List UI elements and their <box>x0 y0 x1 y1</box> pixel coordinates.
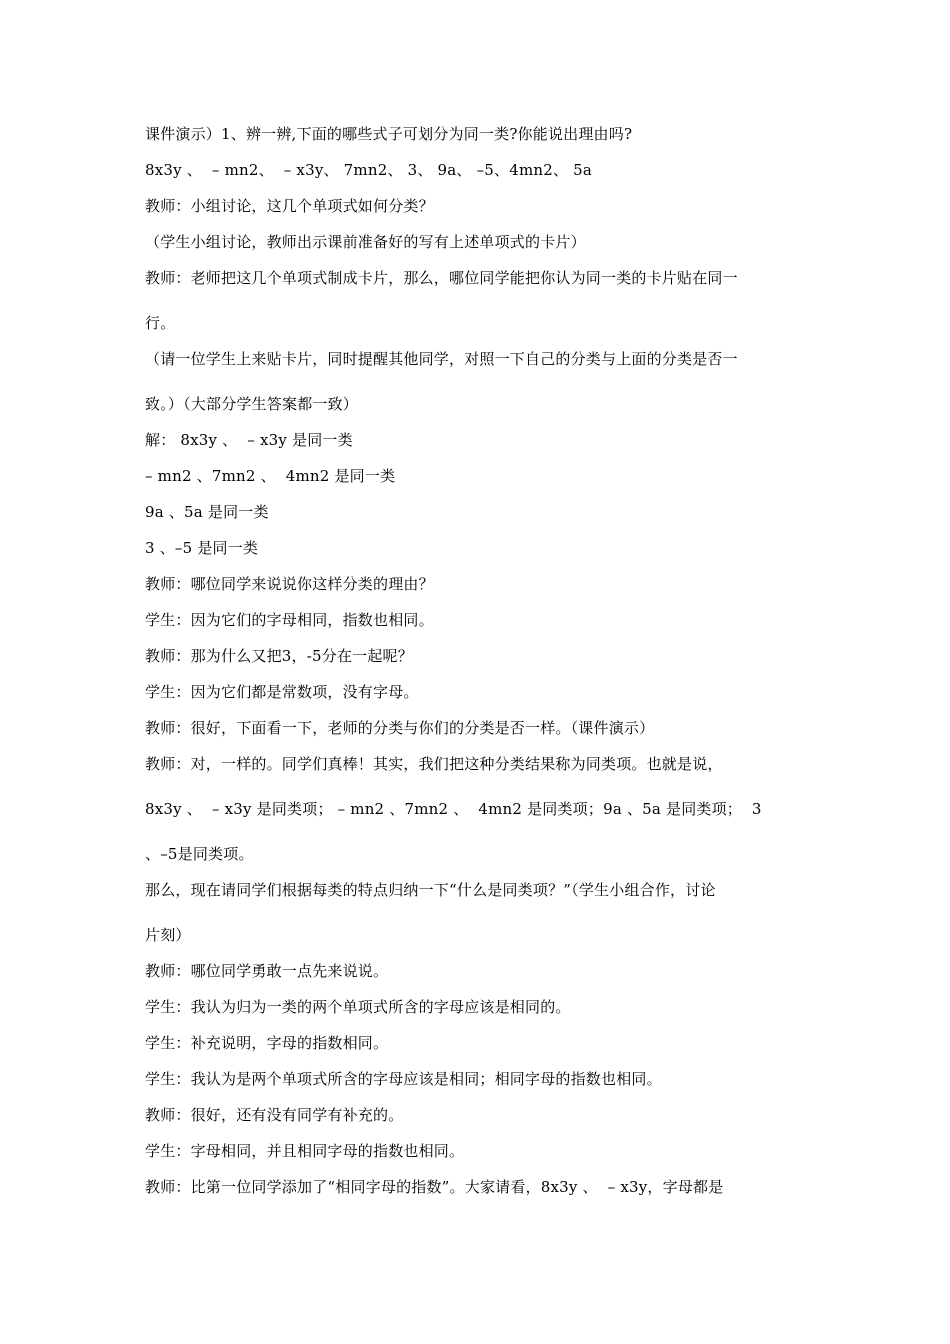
text-line: 片刻） <box>145 926 191 944</box>
text-line: 8x3y 、 – x3y 是同类项； – mn2 、7mn2 、 4mn2 是同类项；9a 、5a 是同类项； 3 <box>145 800 762 818</box>
text-line: 致。）（大部分学生答案都一致） <box>145 395 359 413</box>
text-line: 行。 <box>145 314 176 332</box>
text-line: 学生：我认为是两个单项式所含的字母应该是相同；相同字母的指数也相同。 <box>145 1070 662 1088</box>
text-line: 学生：补充说明，字母的指数相同。 <box>145 1034 389 1052</box>
text-line: – mn2 、7mn2 、 4mn2 是同一类 <box>145 467 396 485</box>
text-line: 学生：我认为归为一类的两个单项式所含的字母应该是相同的。 <box>145 998 571 1016</box>
text-line: 解： 8x3y 、 – x3y 是同一类 <box>145 431 353 449</box>
text-line: 课件演示）1、辨一辨,下面的哪些式子可划分为同一类?你能说出理由吗? <box>145 125 633 143</box>
text-line: 9a 、5a 是同一类 <box>145 503 269 521</box>
text-line: 教师：哪位同学来说说你这样分类的理由？ <box>145 575 434 593</box>
text-line: 教师：对，一样的。同学们真棒！其实，我们把这种分类结果称为同类项。也就是说， <box>145 755 723 773</box>
document-body <box>145 124 825 1213</box>
text-line: 教师：比第一位同学添加了“相同字母的指数”。大家请看，8x3y 、 – x3y，字母都是 <box>145 1178 724 1196</box>
text-line: 教师：那为什么又把3，-5分在一起呢？ <box>145 647 413 665</box>
text-line: （学生小组讨论，教师出示课前准备好的写有上述单项式的卡片） <box>145 233 586 251</box>
text-line: 、–5是同类项。 <box>145 845 254 863</box>
text-line: 3 、–5 是同一类 <box>145 539 259 557</box>
text-line: 教师：很好，下面看一下，老师的分类与你们的分类是否一样。（课件演示） <box>145 719 655 737</box>
text-line: 学生：因为它们都是常数项，没有字母。 <box>145 683 419 701</box>
text-line: （请一位学生上来贴卡片，同时提醒其他同学，对照一下自己的分类与上面的分类是否一 <box>145 350 738 368</box>
text-line: 教师：很好，还有没有同学有补充的。 <box>145 1106 404 1124</box>
text-line: 教师：老师把这几个单项式制成卡片，那么，哪位同学能把你认为同一类的卡片贴在同一 <box>145 269 738 287</box>
text-line: 学生：因为它们的字母相同，指数也相同。 <box>145 611 434 629</box>
text-line: 学生：字母相同，并且相同字母的指数也相同。 <box>145 1142 465 1160</box>
text-line: 教师：哪位同学勇敢一点先来说说。 <box>145 962 389 980</box>
text-line: 教师：小组讨论，这几个单项式如何分类？ <box>145 197 434 215</box>
text-line: 8x3y 、 – mn2、 – x3y、 7mn2、 3、 9a、 –5、4mn2、 5a <box>145 161 593 179</box>
text-line: 那么，现在请同学们根据每类的特点归纳一下“什么是同类项？”（学生小组合作，讨论 <box>145 881 716 899</box>
